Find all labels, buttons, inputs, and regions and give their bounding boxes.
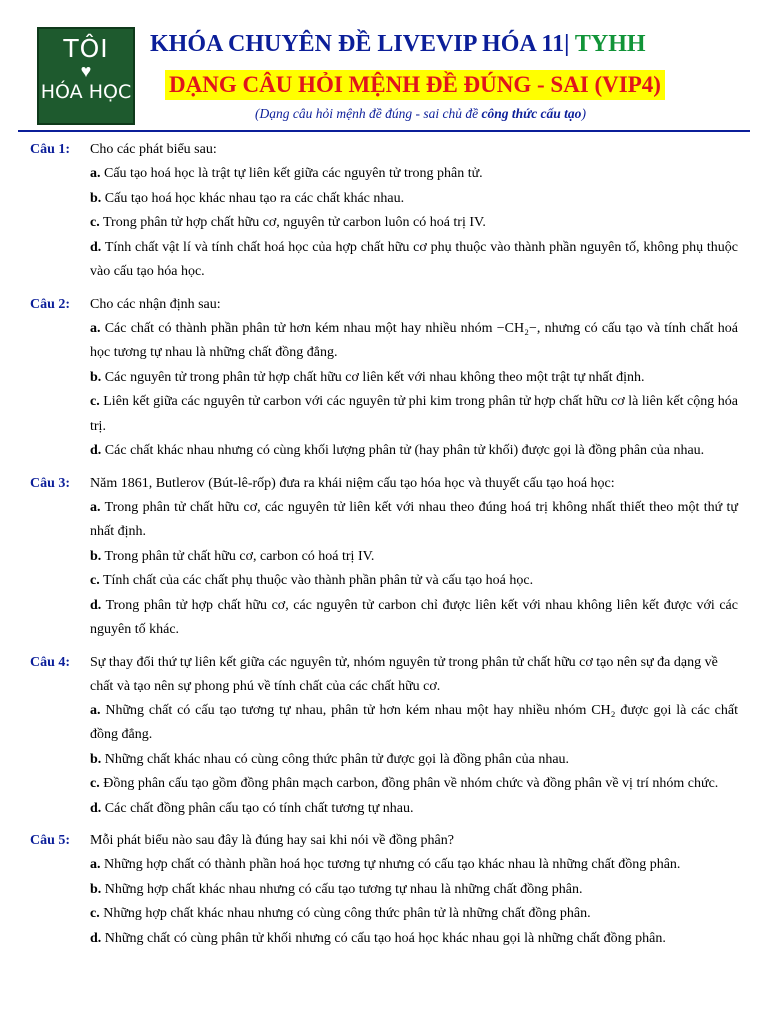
question-stem: Năm 1861, Butlerov (Bút-lê-rốp) đưa ra khái niệm cấu tạo hóa học và thuyết cấu tạo hoá học: bbox=[90, 475, 615, 491]
note-suffix: ) bbox=[581, 106, 586, 121]
option bbox=[30, 390, 738, 439]
option-key: d. bbox=[90, 800, 102, 816]
option-key: a. bbox=[90, 320, 101, 336]
option-text: Các nguyên tử trong phân tử hợp chất hữu cơ liên kết với nhau không theo một trật tự nhất định. bbox=[101, 369, 645, 385]
option-key: c. bbox=[90, 906, 100, 921]
option bbox=[30, 366, 738, 391]
option-key: a. bbox=[90, 857, 101, 872]
option-key: b. bbox=[90, 548, 102, 564]
option bbox=[30, 902, 738, 927]
option-text: Trong phân tử hợp chất hữu cơ, nguyên tử carbon luôn có hoá trị IV. bbox=[99, 215, 486, 230]
option bbox=[30, 545, 738, 570]
option-key: d. bbox=[90, 597, 102, 613]
option bbox=[30, 927, 738, 952]
option-text: Trong phân tử chất hữu cơ, carbon có hoá trị IV. bbox=[101, 548, 375, 564]
option-text: Tính chất của các chất phụ thuộc vào thành phần phân tử và cấu tạo hoá học. bbox=[99, 573, 534, 588]
option-key: c. bbox=[90, 776, 100, 791]
question-stem: Cho các nhận định sau: bbox=[90, 296, 221, 312]
option-text: Cấu tạo hoá học là trật tự liên kết giữa các nguyên tử trong phân tử. bbox=[100, 166, 483, 181]
option bbox=[30, 496, 738, 545]
option-key: c. bbox=[90, 394, 100, 409]
question-list bbox=[30, 138, 738, 959]
option-text: Những chất có cấu tạo tương tự nhau, phân tử hơn kém nhau một hay nhiều nhóm CH₂ được gọi là các chất đồng đẳng. bbox=[90, 702, 738, 742]
option-key: a. bbox=[90, 702, 101, 718]
option-text: Liên kết giữa các nguyên tử carbon với các nguyên tử phi kim trong phân tử hợp chất hữu cơ là liên kết cộng hóa trị. bbox=[90, 394, 738, 434]
option-key: c. bbox=[90, 573, 100, 588]
option bbox=[30, 772, 738, 797]
option-key: b. bbox=[90, 190, 102, 206]
note-prefix: (Dạng câu hỏi mệnh đề đúng - sai chủ đề bbox=[255, 106, 482, 121]
option bbox=[30, 162, 738, 187]
title-text: KHÓA CHUYÊN ĐỀ LIVEVIP HÓA 11| bbox=[150, 31, 570, 57]
heart-icon: ♥ bbox=[80, 61, 92, 81]
question bbox=[30, 472, 738, 643]
option bbox=[30, 748, 738, 773]
question bbox=[30, 293, 738, 464]
logo-line1: TÔI bbox=[63, 34, 109, 63]
question-number: Câu 1: bbox=[30, 142, 71, 157]
option bbox=[30, 317, 738, 366]
question bbox=[30, 138, 738, 285]
option bbox=[30, 594, 738, 643]
option-text: Các chất khác nhau nhưng có cùng khối lượng phân tử (hay phân tử khối) được gọi là đồng phân của nhau. bbox=[101, 443, 705, 458]
option-text: Những hợp chất có thành phần hoá học tương tự nhưng có cấu tạo khác nhau là những chất đồng phân. bbox=[100, 857, 681, 872]
question-number: Câu 2: bbox=[30, 296, 71, 312]
document-title bbox=[150, 31, 750, 58]
logo-line2: HÓA HỌC bbox=[40, 81, 132, 103]
question-stem: Mỗi phát biểu nào sau đây là đúng hay sai khi nói về đồng phân? bbox=[90, 833, 454, 848]
option-text: Trong phân tử chất hữu cơ, các nguyên tử liên kết với nhau theo đúng hoá trị không nhất thiết theo một thứ tự nhất định. bbox=[90, 499, 738, 539]
option-key: b. bbox=[90, 751, 102, 767]
option bbox=[30, 853, 738, 878]
option bbox=[30, 699, 738, 748]
question bbox=[30, 651, 738, 822]
document-subtitle: DẠNG CÂU HỎI MỆNH ĐỀ ĐÚNG - SAI (VIP4) bbox=[165, 70, 665, 100]
option-text: Những hợp chất khác nhau nhưng có cùng công thức phân tử là những chất đồng phân. bbox=[99, 906, 591, 921]
option-key: c. bbox=[90, 215, 100, 230]
option bbox=[30, 211, 738, 236]
option-key: b. bbox=[90, 881, 102, 897]
option bbox=[30, 878, 738, 903]
option-text: Các chất có thành phần phân tử hơn kém nhau một hay nhiều nhóm −CH₂−, nhưng có cấu tạo và tính chất hoá học tương tự nhau là những chất đồng đẳng. bbox=[90, 320, 738, 360]
header-divider bbox=[18, 130, 750, 132]
option-text: Tính chất vật lí và tính chất hoá học của hợp chất hữu cơ phụ thuộc vào thành phần nguyên tố, không phụ thuộc vào cấu tạo hóa học. bbox=[90, 239, 738, 279]
option-key: b. bbox=[90, 369, 102, 385]
question-stem: Cho các phát biểu sau: bbox=[90, 142, 217, 157]
topic-note bbox=[255, 106, 586, 122]
question-number: Câu 5: bbox=[30, 833, 71, 848]
question-number: Câu 4: bbox=[30, 654, 71, 670]
note-topic: công thức cấu tạo bbox=[481, 106, 582, 121]
option bbox=[30, 439, 738, 464]
option bbox=[30, 797, 738, 822]
question-stem: Sự thay đổi thứ tự liên kết giữa các nguyên tử, nhóm nguyên tử trong phân tử chất hữu cơ tạo nên sự đa dạng về chất và tạo nên sự phong phú về tính chất của các chất hữu cơ. bbox=[90, 654, 718, 694]
option-key: a. bbox=[90, 499, 101, 515]
brand-text: TYHH bbox=[569, 31, 646, 57]
option bbox=[30, 569, 738, 594]
option-text: Cấu tạo hoá học khác nhau tạo ra các chất khác nhau. bbox=[101, 190, 405, 206]
option-key: d. bbox=[90, 443, 102, 458]
option-text: Những chất khác nhau có cùng công thức phân tử được gọi là đồng phân của nhau. bbox=[101, 751, 570, 767]
question bbox=[30, 829, 738, 951]
option-text: Những chất có cùng phân tử khối nhưng có cấu tạo hoá học khác nhau gọi là những chất đồng phân. bbox=[101, 930, 666, 946]
option-key: d. bbox=[90, 239, 102, 255]
option-text: Đồng phân cấu tạo gồm đồng phân mạch carbon, đồng phân về nhóm chức và đồng phân về vị trí nhóm chức. bbox=[99, 776, 719, 791]
question-number: Câu 3: bbox=[30, 475, 71, 491]
option bbox=[30, 236, 738, 285]
logo bbox=[37, 27, 135, 125]
option-text: Trong phân tử hợp chất hữu cơ, các nguyên tử carbon chỉ được liên kết với nhau không liên kết được với các nguyên tố khác. bbox=[90, 597, 738, 637]
option-text: Những hợp chất khác nhau nhưng có cấu tạo tương tự nhau là những chất đồng phân. bbox=[101, 881, 583, 897]
option-text: Các chất đồng phân cấu tạo có tính chất tương tự nhau. bbox=[101, 800, 414, 816]
option-key: d. bbox=[90, 930, 102, 946]
option-key: a. bbox=[90, 166, 101, 181]
option bbox=[30, 187, 738, 212]
